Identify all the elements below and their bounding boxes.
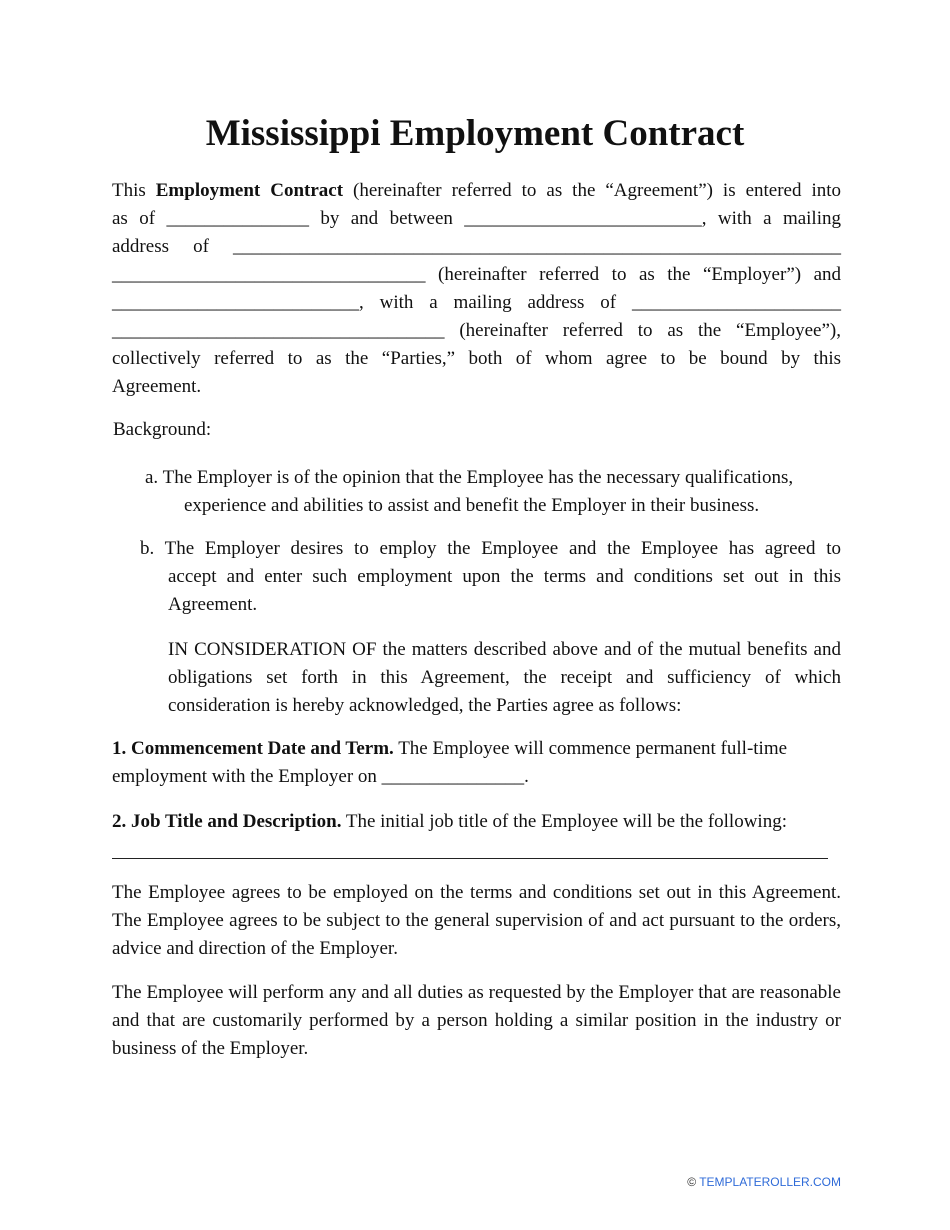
document-title: Mississippi Employment Contract — [205, 113, 745, 154]
intro-paragraph — [112, 177, 841, 401]
section-job-title — [112, 808, 841, 836]
intro-line — [112, 177, 841, 205]
intro-line: __________________________, with a mailing address of ______________________ — [112, 292, 841, 313]
intro-bold-term: Employment Contract — [155, 180, 344, 201]
employment-terms-paragraph: The Employee agrees to be employed on the terms and conditions set out in this Agreement. The Employee agrees to be subject to the general supervision of and act pursuant to the orders, advice and direction of the Employer. — [112, 882, 841, 959]
intro-line: Agreement. — [112, 376, 202, 397]
intro-line: collectively referred to as the “Parties,” both of whom agree to be bound by this — [112, 348, 841, 369]
intro-line: ___________________________________ (hereinafter referred to as the “Employee”), — [112, 320, 841, 341]
section-heading: 1. Commencement Date and Term. — [112, 738, 394, 759]
copyright-symbol: © — [687, 1175, 697, 1189]
footer-credit — [687, 1175, 841, 1189]
section-line: employment with the Employer on _______________. — [112, 766, 529, 787]
section-text: The initial job title of the Employee will be the following: — [341, 811, 787, 832]
section-line — [112, 735, 841, 763]
section-text: The Employee will commence permanent full-time — [393, 738, 788, 759]
intro-text: This — [112, 180, 156, 201]
job-title-blank-line — [112, 858, 828, 859]
item-b-first-line: b. The Employer desires to employ the Employee and the Employee has agreed to — [140, 538, 841, 559]
section-commencement — [112, 735, 841, 791]
intro-line: as of _______________ by and between _________________________, with a mailing — [112, 208, 841, 229]
item-a-continuation: experience and abilities to assist and benefit the Employer in their business. — [184, 495, 760, 516]
section-heading: 2. Job Title and Description. — [112, 811, 342, 832]
consideration-paragraph: IN CONSIDERATION OF the matters described above and of the mutual benefits and obligations set forth in this Agreement, the receipt and sufficiency of which consideration is hereby acknowledged, the Parties agree as follows: — [168, 639, 841, 716]
item-a-first-line: a. The Employer is of the opinion that the Employee has the necessary qualifications, — [145, 467, 794, 488]
intro-line: _________________________________ (hereinafter referred to as the “Employer”) and — [112, 264, 841, 285]
duties-paragraph: The Employee will perform any and all duties as requested by the Employer that are reasonable and that are customarily performed by a person holding a similar position in the industry or business of the Employer. — [112, 982, 841, 1059]
intro-line: address of ________________________________________________________________ — [112, 236, 841, 257]
background-item-b — [140, 535, 841, 619]
section-line — [112, 808, 841, 836]
background-item-a — [145, 464, 845, 520]
item-b-continuation: accept and enter such employment upon the terms and conditions set out in this Agreement. — [168, 566, 841, 615]
intro-text: (hereinafter referred to as the “Agreement”) is entered into — [343, 180, 841, 201]
templateroller-link[interactable]: TEMPLATEROLLER.COM — [699, 1175, 841, 1189]
background-heading: Background: — [113, 419, 212, 440]
